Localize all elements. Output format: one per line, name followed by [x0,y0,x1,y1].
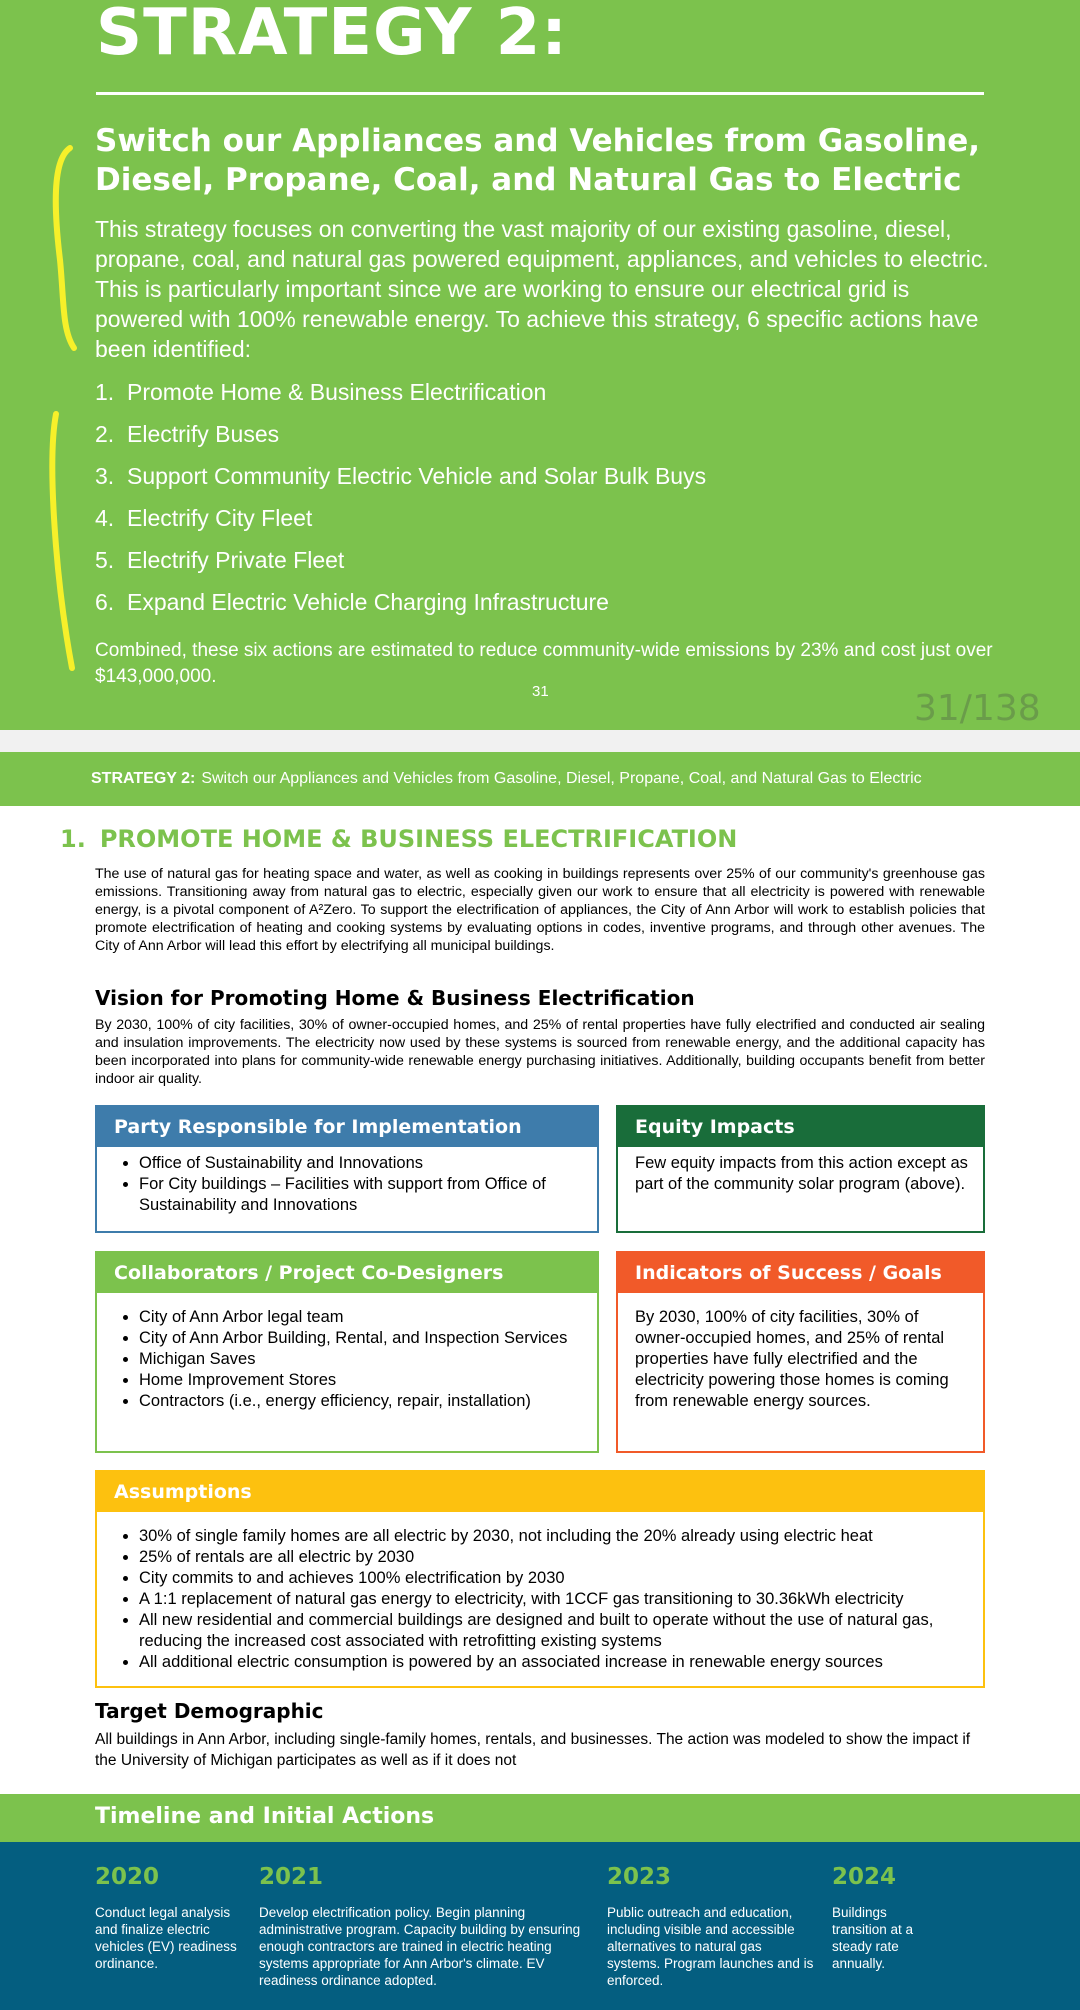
action-number: 2. [95,421,115,447]
title-divider [96,92,984,95]
timeline-header [0,1794,1080,1842]
strategy-title: STRATEGY 2: [96,0,568,70]
timeline-text: Public outreach and education, including visible and accessible alternatives to natural gas systems. Program launches and is enforced. [607,1905,814,1988]
equity-text: Few equity impacts from this action except as part of the community solar program (above). [635,1154,968,1193]
section-number: 1. [60,825,86,853]
list-item: • A 1:1 replacement of natural gas energy to electricity, with 1CCF gas transitioning to 30.36kWh electricity [139,1589,969,1610]
highlight-bracket [36,406,86,676]
action-number: 4. [95,505,115,531]
list-item: • City of Ann Arbor Building, Rental, and Inspection Services [139,1328,567,1349]
timeline-year: 2023 [607,1864,672,1890]
list-item: • City commits to and achieves 100% electrification by 2030 [139,1568,969,1589]
page-header [0,752,1080,806]
list-item: • For City buildings – Facilities with support from Office of Sustainability and Innovations [139,1174,597,1216]
vision-heading: Vision for Promoting Home & Business Electrification [95,986,695,1010]
list-item: • Contractors (i.e., energy efficiency, repair, installation) [139,1391,567,1412]
list-item: • All new residential and commercial buildings are designed and built to operate without the use of natural gas, reducing the increased cost associated with retrofitting existing systems [139,1610,969,1652]
action-item [95,458,706,500]
target-text: All buildings in Ann Arbor, including single-family homes, rentals, and businesses. The action was modeled to show the impact if the University of Michigan participates as well as if it does not [95,1731,971,1769]
strategy-page [0,0,1080,730]
vision-text: By 2030, 100% of city facilities, 30% of owner-occupied homes, and 25% of rental properties have fully electrified and conducted air sealing and insulation improvements. The electricity now used by these systems is sourced from renewable energy, and the additional capacity has been incorporated into plans for community-wide renewable energy purchasing initiatives. Additionally, building occupants benefit from better indoor air quality. [95,1017,985,1087]
page-counter: 31/138 [914,688,1041,729]
list-item: • City of Ann Arbor legal team [139,1307,567,1328]
action-label: Promote Home & Business Electrification [127,379,547,405]
timeline-entry [607,1864,817,1989]
header-title: Switch our Appliances and Vehicles from Gasoline, Diesel, Propane, Coal, and Natural Gas to Electric [201,770,922,787]
highlight-bracket [40,140,90,360]
action-label: Electrify City Fleet [127,505,313,531]
timeline-text: Conduct legal analysis and finalize electric vehicles (EV) readiness ordinance. [95,1905,237,1971]
timeline-entry [832,1864,932,1972]
action-item [95,500,706,542]
page-number: 31 [532,683,549,700]
collaborators-list [117,1307,567,1412]
action-label: Electrify Buses [127,421,280,447]
action-item [95,374,706,416]
action-item [95,416,706,458]
assumptions-box [95,1470,985,1688]
strategy-summary: Combined, these six actions are estimated to reduce community-wide emissions by 23% and cost just over $143,000,000. [95,640,993,687]
timeline-entry [95,1864,240,1972]
party-responsible-box [95,1105,599,1233]
box-heading: Party Responsible for Implementation [97,1107,597,1147]
section-title: PROMOTE HOME & BUSINESS ELECTRIFICATION [99,825,738,853]
header-strategy: STRATEGY 2: [91,770,196,787]
timeline-text: Buildings transition at a steady rate annually. [832,1905,914,1971]
assumptions-list [117,1526,969,1673]
list-item: • All additional electric consumption is powered by an associated increase in renewable energy sources [139,1652,969,1673]
timeline-year: 2020 [95,1864,160,1890]
timeline-year: 2021 [259,1864,324,1890]
equity-impacts-box [616,1105,985,1233]
section-intro: The use of natural gas for heating space and water, as well as cooking in buildings represents over 25% of our community's greenhouse gas emissions. Transitioning away from natural gas to electric, especially given our work to ensure that all electricity is powered with renewable energy, is a pivotal component of A²Zero. To support the electrification of appliances, the City of Ann Arbor will work to establish policies that promote electrification of heating and cooking systems by evaluating options in codes, inventive programs, and through other avenues. The City of Ann Arbor will lead this effort by electrifying all municipal buildings. [95,866,985,954]
timeline [0,1842,1080,2010]
party-list [117,1153,597,1216]
action-number: 6. [95,589,115,615]
list-item: • Office of Sustainability and Innovations [139,1153,597,1174]
timeline-heading: Timeline and Initial Actions [95,1804,435,1829]
box-heading: Equity Impacts [618,1107,983,1147]
target-heading: Target Demographic [95,1699,324,1723]
box-heading: Collaborators / Project Co-Designers [97,1253,597,1293]
collaborators-box [95,1251,599,1453]
box-heading: Indicators of Success / Goals [618,1253,983,1293]
list-item: • Michigan Saves [139,1349,567,1370]
action-number: 1. [95,379,115,405]
timeline-text: Develop electrification policy. Begin planning administrative program. Capacity building by ensuring enough contractors are trained in electric heating systems appropriate for Ann Arbor's climate. EV readiness ordinance adopted. [259,1905,581,1988]
action-number: 5. [95,547,115,573]
action-label: Support Community Electric Vehicle and Solar Bulk Buys [127,463,707,489]
list-item: • 25% of rentals are all electric by 2030 [139,1547,969,1568]
action-list [95,374,706,626]
section-heading [60,825,737,853]
action-number: 3. [95,463,115,489]
list-item: • 30% of single family homes are all electric by 2030, not including the 20% already using electric heat [139,1526,969,1547]
timeline-year: 2024 [832,1864,897,1890]
strategy-intro: This strategy focuses on converting the vast majority of our existing gasoline, diesel, propane, coal, and natural gas powered equipment, appliances, and vehicles to electric. This is particularly important since we are working to ensure our electrical grid is powered with 100% renewable energy. To achieve this strategy, 6 specific actions have been identified: [95,216,989,362]
action-detail-page [0,752,1080,2010]
strategy-subtitle: Switch our Appliances and Vehicles from Gasoline, Diesel, Propane, Coal, and Natural Gas to Electric [95,123,981,198]
action-item [95,584,706,626]
action-label: Expand Electric Vehicle Charging Infrastructure [127,589,609,615]
box-heading: Assumptions [97,1472,983,1512]
action-label: Electrify Private Fleet [127,547,345,573]
action-item [95,542,706,584]
indicators-text: By 2030, 100% of city facilities, 30% of owner-occupied homes, and 25% of rental properties have fully electrified and the electricity powering those homes is coming from renewable energy sources. [635,1308,949,1410]
list-item: • Home Improvement Stores [139,1370,567,1391]
indicators-box [616,1251,985,1453]
timeline-entry [259,1864,589,1989]
